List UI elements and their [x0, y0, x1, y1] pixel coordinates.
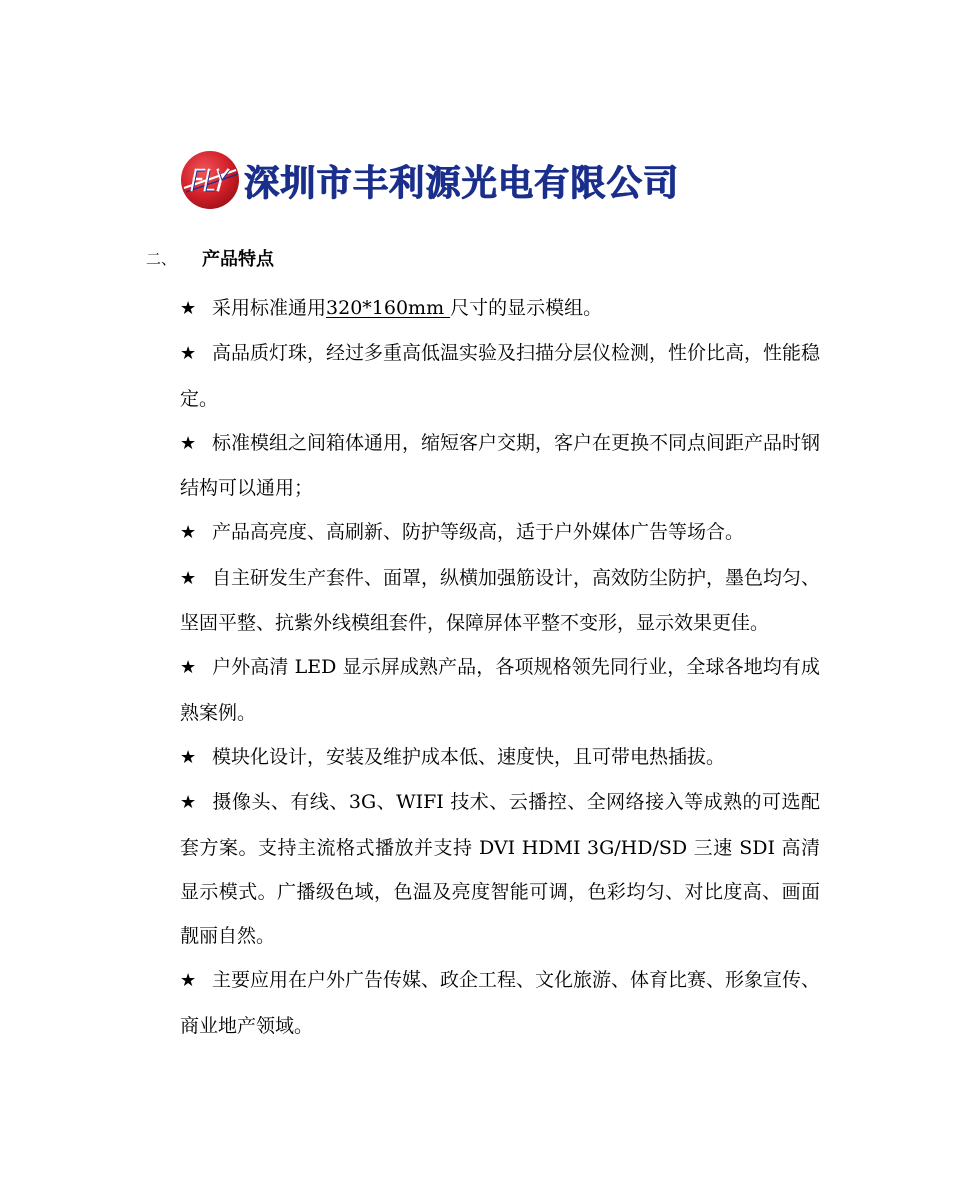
star-icon: ★	[180, 432, 197, 454]
feature-item	[180, 331, 820, 421]
star-icon: ★	[180, 298, 197, 319]
company-name: 深圳市丰利源光电有限公司	[244, 162, 680, 204]
feature-text: 户外高清 LED 显示屏成熟产品，各项规格领先同行业，全球各地均有成熟案例。	[180, 656, 820, 724]
feature-item	[180, 421, 820, 511]
feature-text: 采用标准通用	[212, 297, 327, 319]
company-logo-icon	[178, 148, 242, 212]
feature-list	[180, 286, 820, 1048]
feature-item	[180, 958, 820, 1048]
feature-text: 摄像头、有线、3G、WIFI 技术、云播控、全网络接入等成熟的可选配套方案。支持主流格式播放并支持 DVI HDMI 3G/HD/SD 三速 SDI 高清显示模式。广播级色域，色温及亮度智能可调，色彩均匀、对比度高、画面靓丽自然。	[180, 791, 820, 948]
feature-text: 产品高亮度、高刷新、防护等级高，适于户外媒体广告等场合。	[212, 521, 745, 544]
feature-text: 高品质灯珠，经过多重高低温实验及扫描分层仪检测，性价比高，性能稳定。	[180, 342, 821, 410]
star-icon: ★	[180, 792, 197, 814]
company-header	[178, 148, 818, 212]
feature-item	[180, 556, 820, 646]
star-icon: ★	[180, 567, 197, 589]
section-number: 二、	[146, 249, 177, 268]
star-icon: ★	[180, 746, 197, 768]
feature-text: 标准模组之间箱体通用，缩短客户交期，客户在更换不同点间距产品时钢结构可以通用；	[180, 431, 821, 500]
star-icon: ★	[180, 657, 197, 679]
star-icon: ★	[180, 970, 197, 992]
feature-text: 自主研发生产套件、面罩，纵横加强筋设计，高效防尘防护，墨色均匀、坚固平整、抗紫外线模组套件，保障屏体平整不变形，显示效果更佳。	[180, 566, 821, 635]
section-heading	[146, 244, 274, 272]
section-title: 产品特点	[202, 249, 274, 270]
feature-text: 模块化设计，安装及维护成本低、速度快，且可带电热插拔。	[212, 745, 726, 768]
feature-item	[180, 735, 820, 780]
feature-item	[180, 510, 820, 555]
star-icon: ★	[180, 522, 197, 544]
feature-text: 尺寸的显示模组。	[450, 297, 603, 319]
feature-text-underlined: 320*160mm	[326, 297, 451, 319]
feature-text: 主要应用在户外广告传媒、政企工程、文化旅游、体育比赛、形象宣传、商业地产领域。	[180, 969, 821, 1037]
feature-item	[180, 645, 820, 735]
star-icon: ★	[180, 343, 197, 365]
feature-item	[180, 286, 820, 331]
feature-item	[180, 780, 820, 958]
